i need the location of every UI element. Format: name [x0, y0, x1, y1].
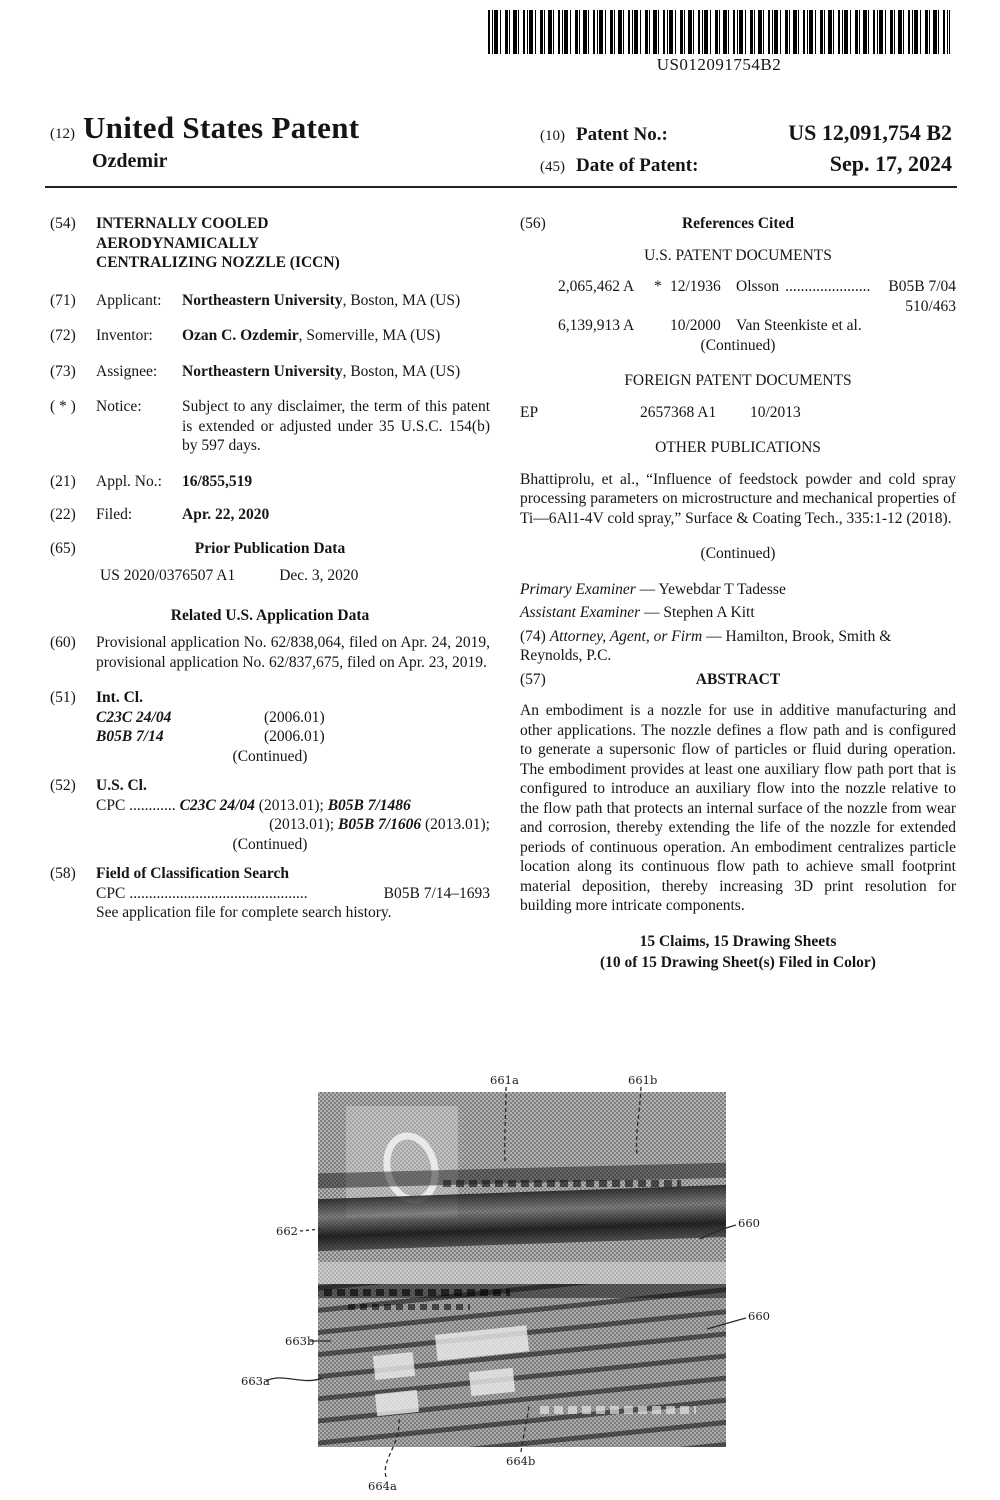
prior-pub-row	[50, 566, 490, 586]
cpc-class: B05B 7/1486	[327, 796, 411, 814]
patent-date: 10/2000	[670, 317, 721, 335]
page-title: United States Patent	[83, 110, 360, 145]
us-docs-continued: (Continued)	[700, 336, 776, 354]
patent-star: *	[654, 278, 662, 296]
filed-label: Filed:	[96, 506, 133, 524]
intcl-row	[50, 708, 490, 728]
patent-no-code: (10)	[540, 128, 565, 144]
figure-area	[0, 1060, 1000, 1500]
dot-leader: ......................	[785, 278, 871, 296]
field-56-code: (56)	[520, 215, 546, 232]
inventor-surname: Ozdemir	[92, 150, 168, 172]
notice-text: Subject to any disclaimer, the term of this patent is extended or adjusted under 35 U.S.C. 154(b) by 597 days.	[182, 398, 490, 455]
related-data-row	[50, 633, 490, 672]
references-heading: References Cited	[681, 215, 795, 232]
intcl-year: (2006.01)	[264, 708, 325, 726]
cpc-year: (2013.01);	[424, 816, 490, 834]
other-publication-text: Bhattiprolu, et al., “Influence of feedstock powder and cold spray processing parameters on microstructure and mechanical properties of Ti—6Al1-4V cold spray,” Surface & Coating Tech., 335:1-12 (2018).	[520, 470, 956, 527]
field-search-cpc-label: CPC	[96, 884, 126, 902]
kind-code: (12)	[50, 126, 75, 142]
field-74-code: (74)	[520, 627, 546, 645]
barcode-number: US012091754B2	[656, 55, 782, 74]
applicant-label: Applicant:	[96, 291, 162, 309]
right-column	[520, 214, 956, 974]
intcl-class: B05B 7/14	[96, 728, 164, 746]
appl-no-row	[50, 472, 490, 492]
us-patent-row	[520, 277, 956, 297]
claims-summary	[520, 932, 956, 974]
field-search-value: B05B 7/14–1693	[383, 884, 490, 902]
assignee-name: Northeastern University	[182, 362, 343, 380]
related-data-heading: Related U.S. Application Data	[170, 606, 370, 624]
abstract-heading: ABSTRACT	[695, 670, 781, 688]
uscl-heading: U.S. Cl.	[96, 777, 147, 795]
inventor-name: Ozan C. Ozdemir	[182, 327, 299, 345]
patent-no-label: Patent No.:	[576, 124, 668, 145]
intcl-continued: (Continued)	[232, 747, 308, 765]
applicant-name: Northeastern University	[182, 291, 343, 309]
foreign-patent-row	[520, 403, 956, 423]
figure-label-663b: 663b	[285, 1334, 315, 1348]
barcode-image	[488, 10, 950, 54]
date-value: Sep. 17, 2024	[829, 151, 952, 176]
figure-label-664b: 664b	[506, 1454, 536, 1468]
assignee-row	[50, 362, 490, 382]
claims-color-note: (10 of 15 Drawing Sheet(s) Filed in Color)	[600, 953, 876, 971]
prior-pub-heading-row	[50, 539, 490, 559]
related-data-text: Provisional application No. 62/838,064, filed on Apr. 24, 2019, provisional application No. 62/837,675, filed on Apr. 23, 2019.	[96, 634, 490, 671]
figure-label-660: 660	[748, 1309, 770, 1323]
field-65-code: (65)	[50, 539, 76, 557]
invention-title: INTERNALLY COOLED AERODYNAMICALLY CENTRALIZING NOZZLE (ICCN)	[96, 215, 340, 272]
field-72-code: (72)	[50, 327, 76, 345]
header-right	[540, 120, 952, 182]
applicant-location: , Boston, MA (US)	[342, 291, 461, 309]
assistant-examiner-label: Assistant Examiner	[520, 604, 641, 622]
header-divider	[45, 186, 957, 188]
figure-label-661a: 661a	[490, 1073, 519, 1087]
cpc-prefix: CPC ............	[96, 796, 176, 814]
intcl-heading-row	[50, 688, 490, 708]
abstract-text: An embodiment is a nozzle for use in additive manufacturing and other applications. The nozzle defines a flow path and is configured to generate a supersonic flow of particles or fluid during operation. The embodiment provides at least one auxiliary flow path port that is configured to introduce an auxiliary flow into the nozzle relative to the flow path that protects an internal surface of the nozzle from wear and corrosion, thereby extending the life of the nozzle for extended periods of continuous operation. An embodiment centralizes particle location along its continuous flow path to achieve small footprint material deposition, thereby increasing 3D print resolution for building more intricate components.	[520, 702, 956, 915]
cpc-class: C23C 24/04	[179, 796, 255, 814]
foreign-number: 2657368 A1	[640, 403, 717, 421]
primary-examiner-value: — Yewebdar T Tadesse	[639, 580, 786, 598]
invention-title-row	[50, 214, 490, 273]
header-left	[50, 110, 359, 173]
field-54-code: (54)	[50, 215, 76, 232]
patent-date: 12/1936	[670, 278, 721, 296]
uscl-heading-row	[50, 776, 490, 796]
field-search-heading-row	[50, 864, 490, 884]
intcl-heading: Int. Cl.	[96, 689, 143, 707]
notice-row	[50, 397, 490, 456]
cpc-year: (2013.01);	[258, 796, 324, 814]
patent-number: 2,065,462 A	[558, 278, 635, 296]
prior-pub-number: US 2020/0376507 A1	[100, 567, 236, 585]
applicant-row	[50, 291, 490, 311]
references-heading-row	[520, 214, 956, 234]
intcl-class: C23C 24/04	[96, 708, 172, 726]
field-51-code: (51)	[50, 689, 76, 707]
field-58-code: (58)	[50, 865, 76, 883]
assistant-examiner-value: — Stephen A Kitt	[644, 604, 755, 622]
field-search-note-row	[50, 903, 490, 923]
attorney-label: Attorney, Agent, or Firm	[549, 627, 703, 645]
field-71-code: (71)	[50, 291, 76, 309]
date-label: Date of Patent:	[576, 155, 699, 176]
prior-pub-heading: Prior Publication Data	[194, 539, 346, 557]
notice-label: Notice:	[96, 398, 142, 416]
foreign-country: EP	[520, 403, 539, 421]
cpc-class: B05B 7/1606	[338, 816, 422, 834]
primary-examiner-label: Primary Examiner	[520, 580, 636, 598]
other-continued: (Continued)	[700, 545, 776, 563]
figure-label-664a: 664a	[368, 1479, 397, 1493]
field-60-code: (60)	[50, 634, 76, 652]
figure-label-663a: 663a	[241, 1374, 270, 1388]
patent-inventor: Van Steenkiste et al.	[736, 317, 862, 335]
filed-value: Apr. 22, 2020	[182, 506, 270, 524]
dot-leader: ..............................................	[129, 884, 308, 902]
filed-row	[50, 505, 490, 525]
field-57-code: (57)	[520, 670, 546, 688]
field-22-code: (22)	[50, 506, 76, 524]
claims-line: 15 Claims, 15 Drawing Sheets	[639, 932, 837, 950]
abstract-heading-row	[520, 670, 956, 690]
cpc-year: (2013.01);	[269, 816, 335, 834]
field-search-cpc-row	[50, 884, 490, 904]
uscl-cpc-block	[50, 796, 490, 835]
barcode	[488, 10, 950, 75]
uscl-continued: (Continued)	[232, 835, 308, 853]
figure-label-660: 660	[738, 1216, 760, 1230]
us-patent-row	[520, 316, 956, 336]
patent-class-cont: 510/463	[905, 297, 956, 315]
figure-label-661b: 661b	[628, 1073, 658, 1087]
date-code: (45)	[540, 159, 565, 175]
patent-no-value: US 12,091,754 B2	[788, 120, 952, 145]
inventor-row	[50, 326, 490, 346]
patent-number: 6,139,913 A	[558, 317, 635, 335]
field-search-note: See application file for complete search history.	[96, 904, 392, 922]
inventor-location: , Somerville, MA (US)	[298, 327, 441, 345]
prior-pub-date: Dec. 3, 2020	[279, 567, 359, 585]
us-patent-documents-heading: U.S. PATENT DOCUMENTS	[644, 246, 832, 264]
field-21-code: (21)	[50, 472, 76, 490]
patent-inventor: Olsson	[736, 278, 780, 296]
figure-label-662: 662	[276, 1224, 298, 1238]
intcl-row	[50, 727, 490, 747]
other-publications-heading: OTHER PUBLICATIONS	[655, 439, 821, 457]
field-73-code: (73)	[50, 362, 76, 380]
appl-no-value: 16/855,519	[182, 472, 253, 490]
intcl-year: (2006.01)	[264, 728, 325, 746]
figure-leader-lines	[0, 1060, 1000, 1500]
field-52-code: (52)	[50, 777, 76, 795]
notice-code: ( * )	[50, 398, 76, 416]
foreign-documents-heading: FOREIGN PATENT DOCUMENTS	[624, 372, 852, 390]
assignee-label: Assignee:	[96, 362, 158, 380]
examiner-block	[520, 580, 956, 666]
inventor-label: Inventor:	[96, 327, 153, 345]
assignee-location: , Boston, MA (US)	[342, 362, 461, 380]
patent-class: B05B 7/04	[888, 278, 956, 296]
foreign-date: 10/2013	[750, 403, 801, 421]
attorney-value: — Hamilton, Brook, Smith & Reynolds, P.C.	[520, 627, 892, 665]
field-search-heading: Field of Classification Search	[96, 865, 290, 883]
appl-no-label: Appl. No.:	[96, 472, 162, 490]
left-column	[50, 214, 490, 923]
